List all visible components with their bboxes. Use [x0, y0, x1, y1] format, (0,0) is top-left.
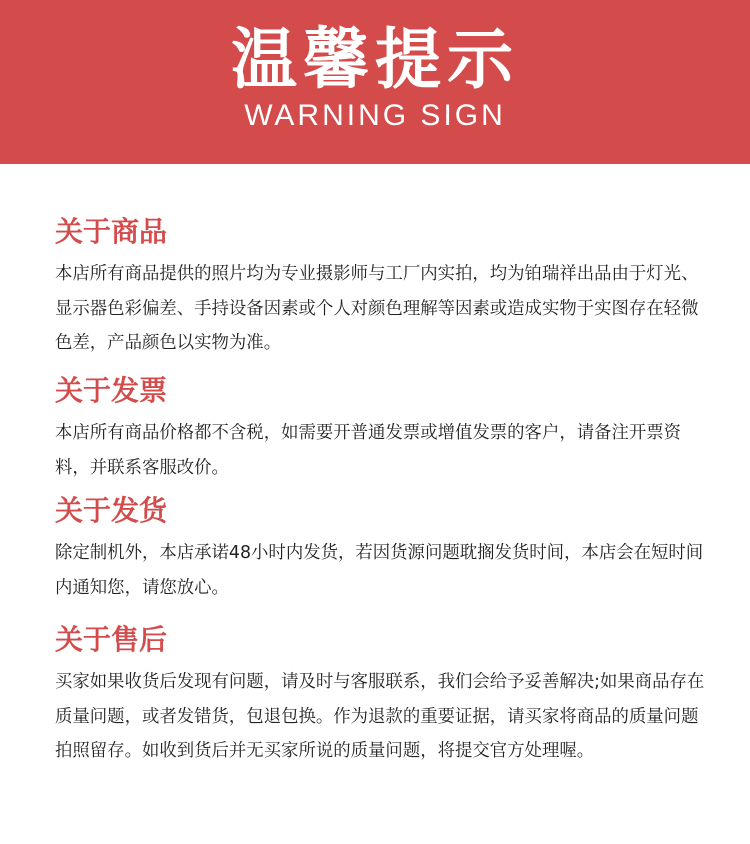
section-about-invoice: [55, 374, 715, 485]
section-body-products: 本店所有商品提供的照片均为专业摄影师与工厂内实拍，均为铂瑞祥出品由于灯光、显示器色彩偏差、手持设备因素或个人对颜色理解等因素或造成实物于实图存在轻微色差，产品颜色以实物为准。: [55, 264, 699, 353]
section-body-invoice: 本店所有商品价格都不含税，如需要开普通发票或增值发票的客户，请备注开票资料，并联系客服改价。: [55, 423, 682, 478]
section-about-products: [55, 215, 715, 361]
section-heading-products: 关于商品: [55, 215, 168, 248]
section-heading-shipping: 关于发货: [55, 494, 168, 527]
section-body-shipping: 除定制机外，本店承诺48小时内发货，若因货源问题耽搁发货时间，本店会在短时间内通知您，请您放心。: [55, 543, 704, 598]
section-heading-invoice: 关于发票: [55, 374, 168, 407]
section-about-aftersales: [55, 623, 715, 769]
section-about-shipping: [55, 494, 715, 605]
section-body-aftersales: 买家如果收货后发现有问题，请及时与客服联系，我们会给予妥善解决;如果商品存在质量问题，或者发错货，包退包换。作为退款的重要证据，请买家将商品的质量问题拍照留存。如收到货后并无买家所说的质量问题，将提交官方处理喔。: [55, 672, 705, 761]
page-subtitle: WARNING SIGN: [244, 99, 506, 132]
page-title: 温馨提示: [231, 21, 519, 98]
header-banner: [0, 0, 750, 164]
section-heading-aftersales: 关于售后: [55, 623, 168, 656]
